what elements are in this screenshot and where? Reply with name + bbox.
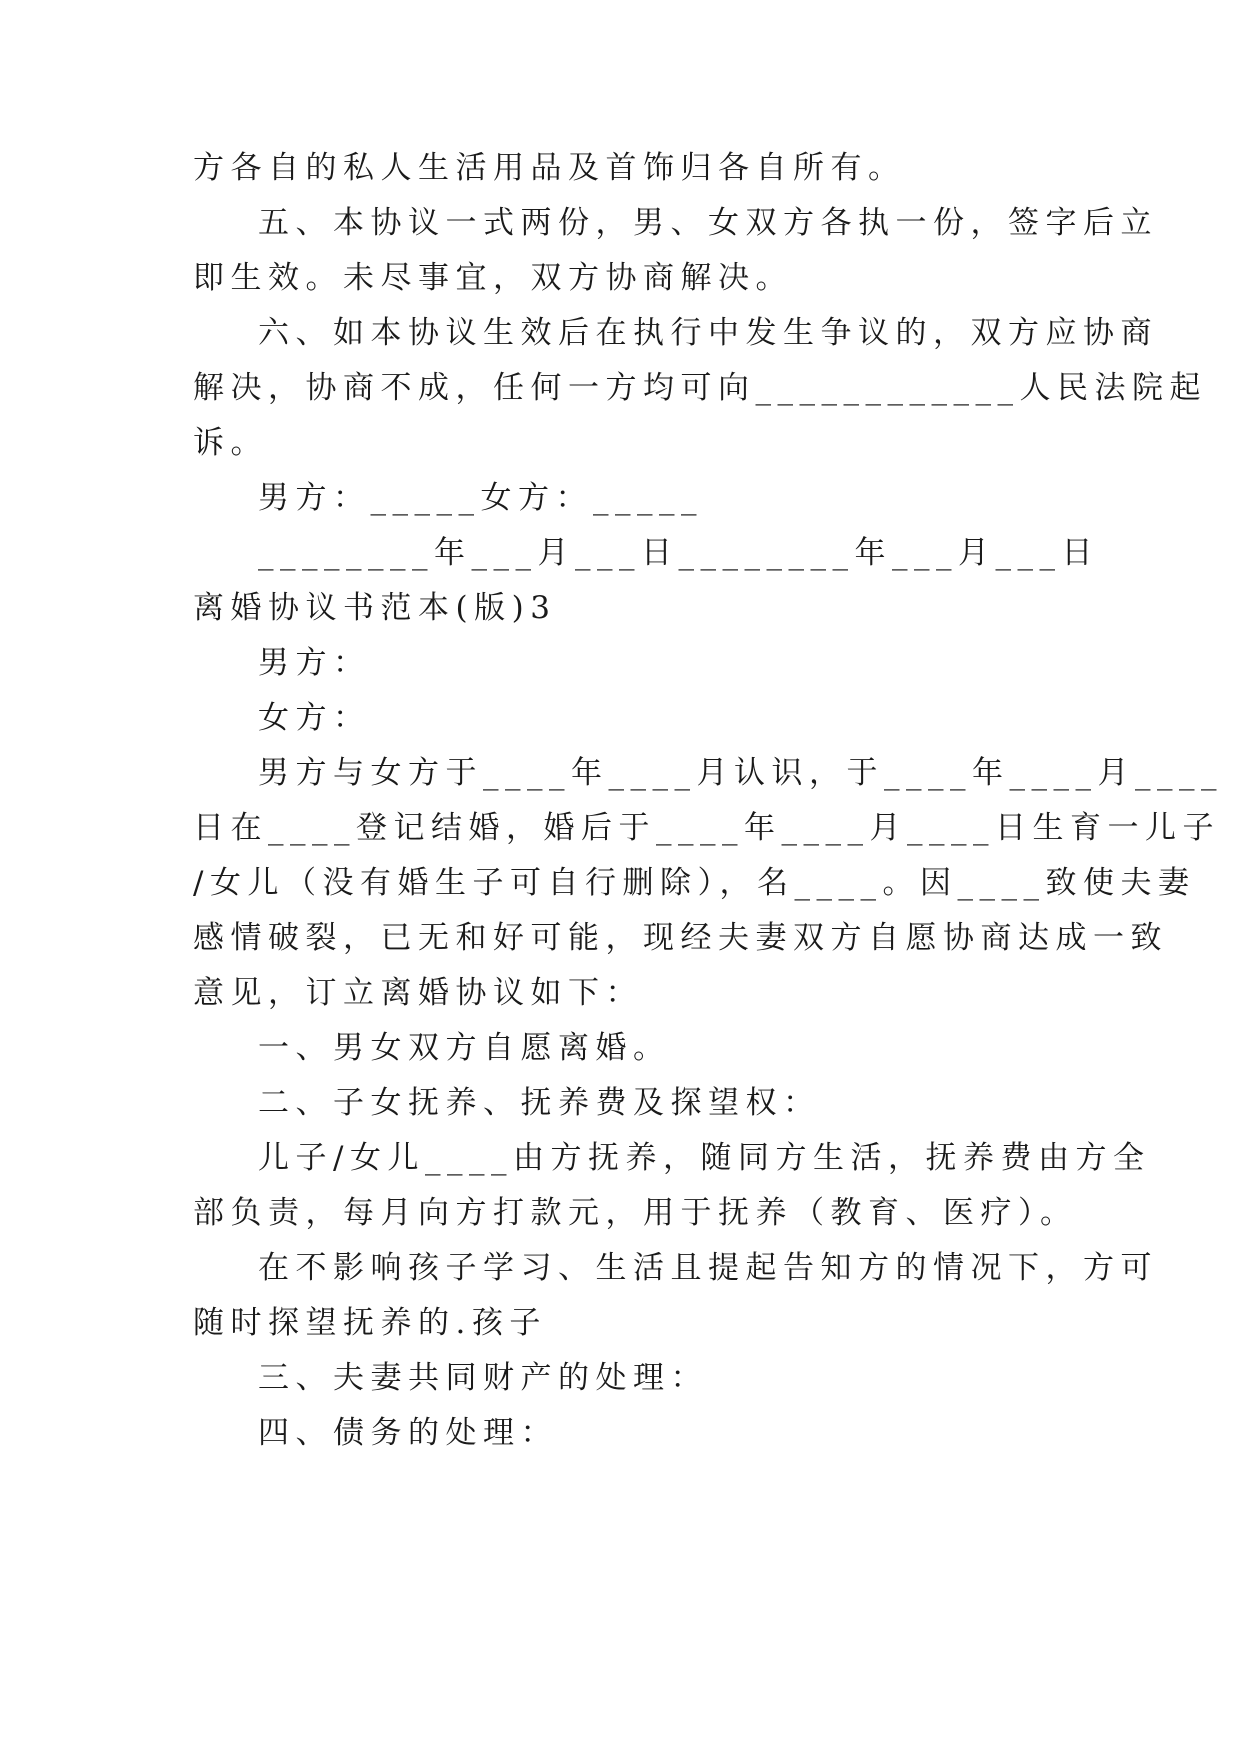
body-text-line: 解决，协商不成，任何一方均可向____________人民法院起 — [193, 370, 1207, 406]
body-text-line: 部负责，每月向方打款元，用于抚养（教育、医疗）。 — [193, 1195, 1078, 1231]
body-text-line: 意见，订立离婚协议如下： — [193, 975, 643, 1011]
clause-six-line: 六、如本协议生效后在执行中发生争议的，双方应协商 — [258, 315, 1158, 351]
clause-two-heading: 二、子女抚养、抚养费及探望权： — [258, 1085, 821, 1121]
section-title: 离婚协议书范本(版)3 — [193, 590, 557, 626]
body-text-line: /女儿（没有婚生子可自行删除），名____。因____致使夫妻 — [193, 865, 1196, 901]
body-text-line: 日在____登记结婚，婚后于____年____月____日生育一儿子 — [193, 810, 1220, 846]
visitation-line: 在不影响孩子学习、生活且提起告知方的情况下，方可 — [258, 1250, 1158, 1286]
female-party-line: 女方： — [258, 700, 371, 736]
clause-five-line: 五、本协议一式两份，男、女双方各执一份，签字后立 — [258, 205, 1158, 241]
clause-three-heading: 三、夫妻共同财产的处理： — [258, 1360, 708, 1396]
male-party-line: 男方： — [258, 645, 371, 681]
preamble-line: 男方与女方于____年____月认识，于____年____月____ — [258, 755, 1223, 791]
custody-line: 儿子/女儿____由方抚养，随同方生活，抚养费由方全 — [258, 1140, 1151, 1176]
body-text-line: 随时探望抚养的.孩子 — [193, 1305, 547, 1341]
signature-line: 男方：_____女方：_____ — [258, 480, 703, 516]
body-text-line: 诉。 — [193, 425, 268, 461]
clause-one-line: 一、男女双方自愿离婚。 — [258, 1030, 671, 1066]
body-text-line: 即生效。未尽事宜，双方协商解决。 — [193, 260, 793, 296]
body-text-line: 方各自的私人生活用品及首饰归各自所有。 — [193, 150, 906, 186]
date-line: ________年___月___日________年___月___日 — [258, 535, 1099, 571]
body-text-line: 感情破裂，已无和好可能，现经夫妻双方自愿协商达成一致 — [193, 920, 1168, 956]
clause-four-heading: 四、债务的处理： — [258, 1415, 558, 1451]
